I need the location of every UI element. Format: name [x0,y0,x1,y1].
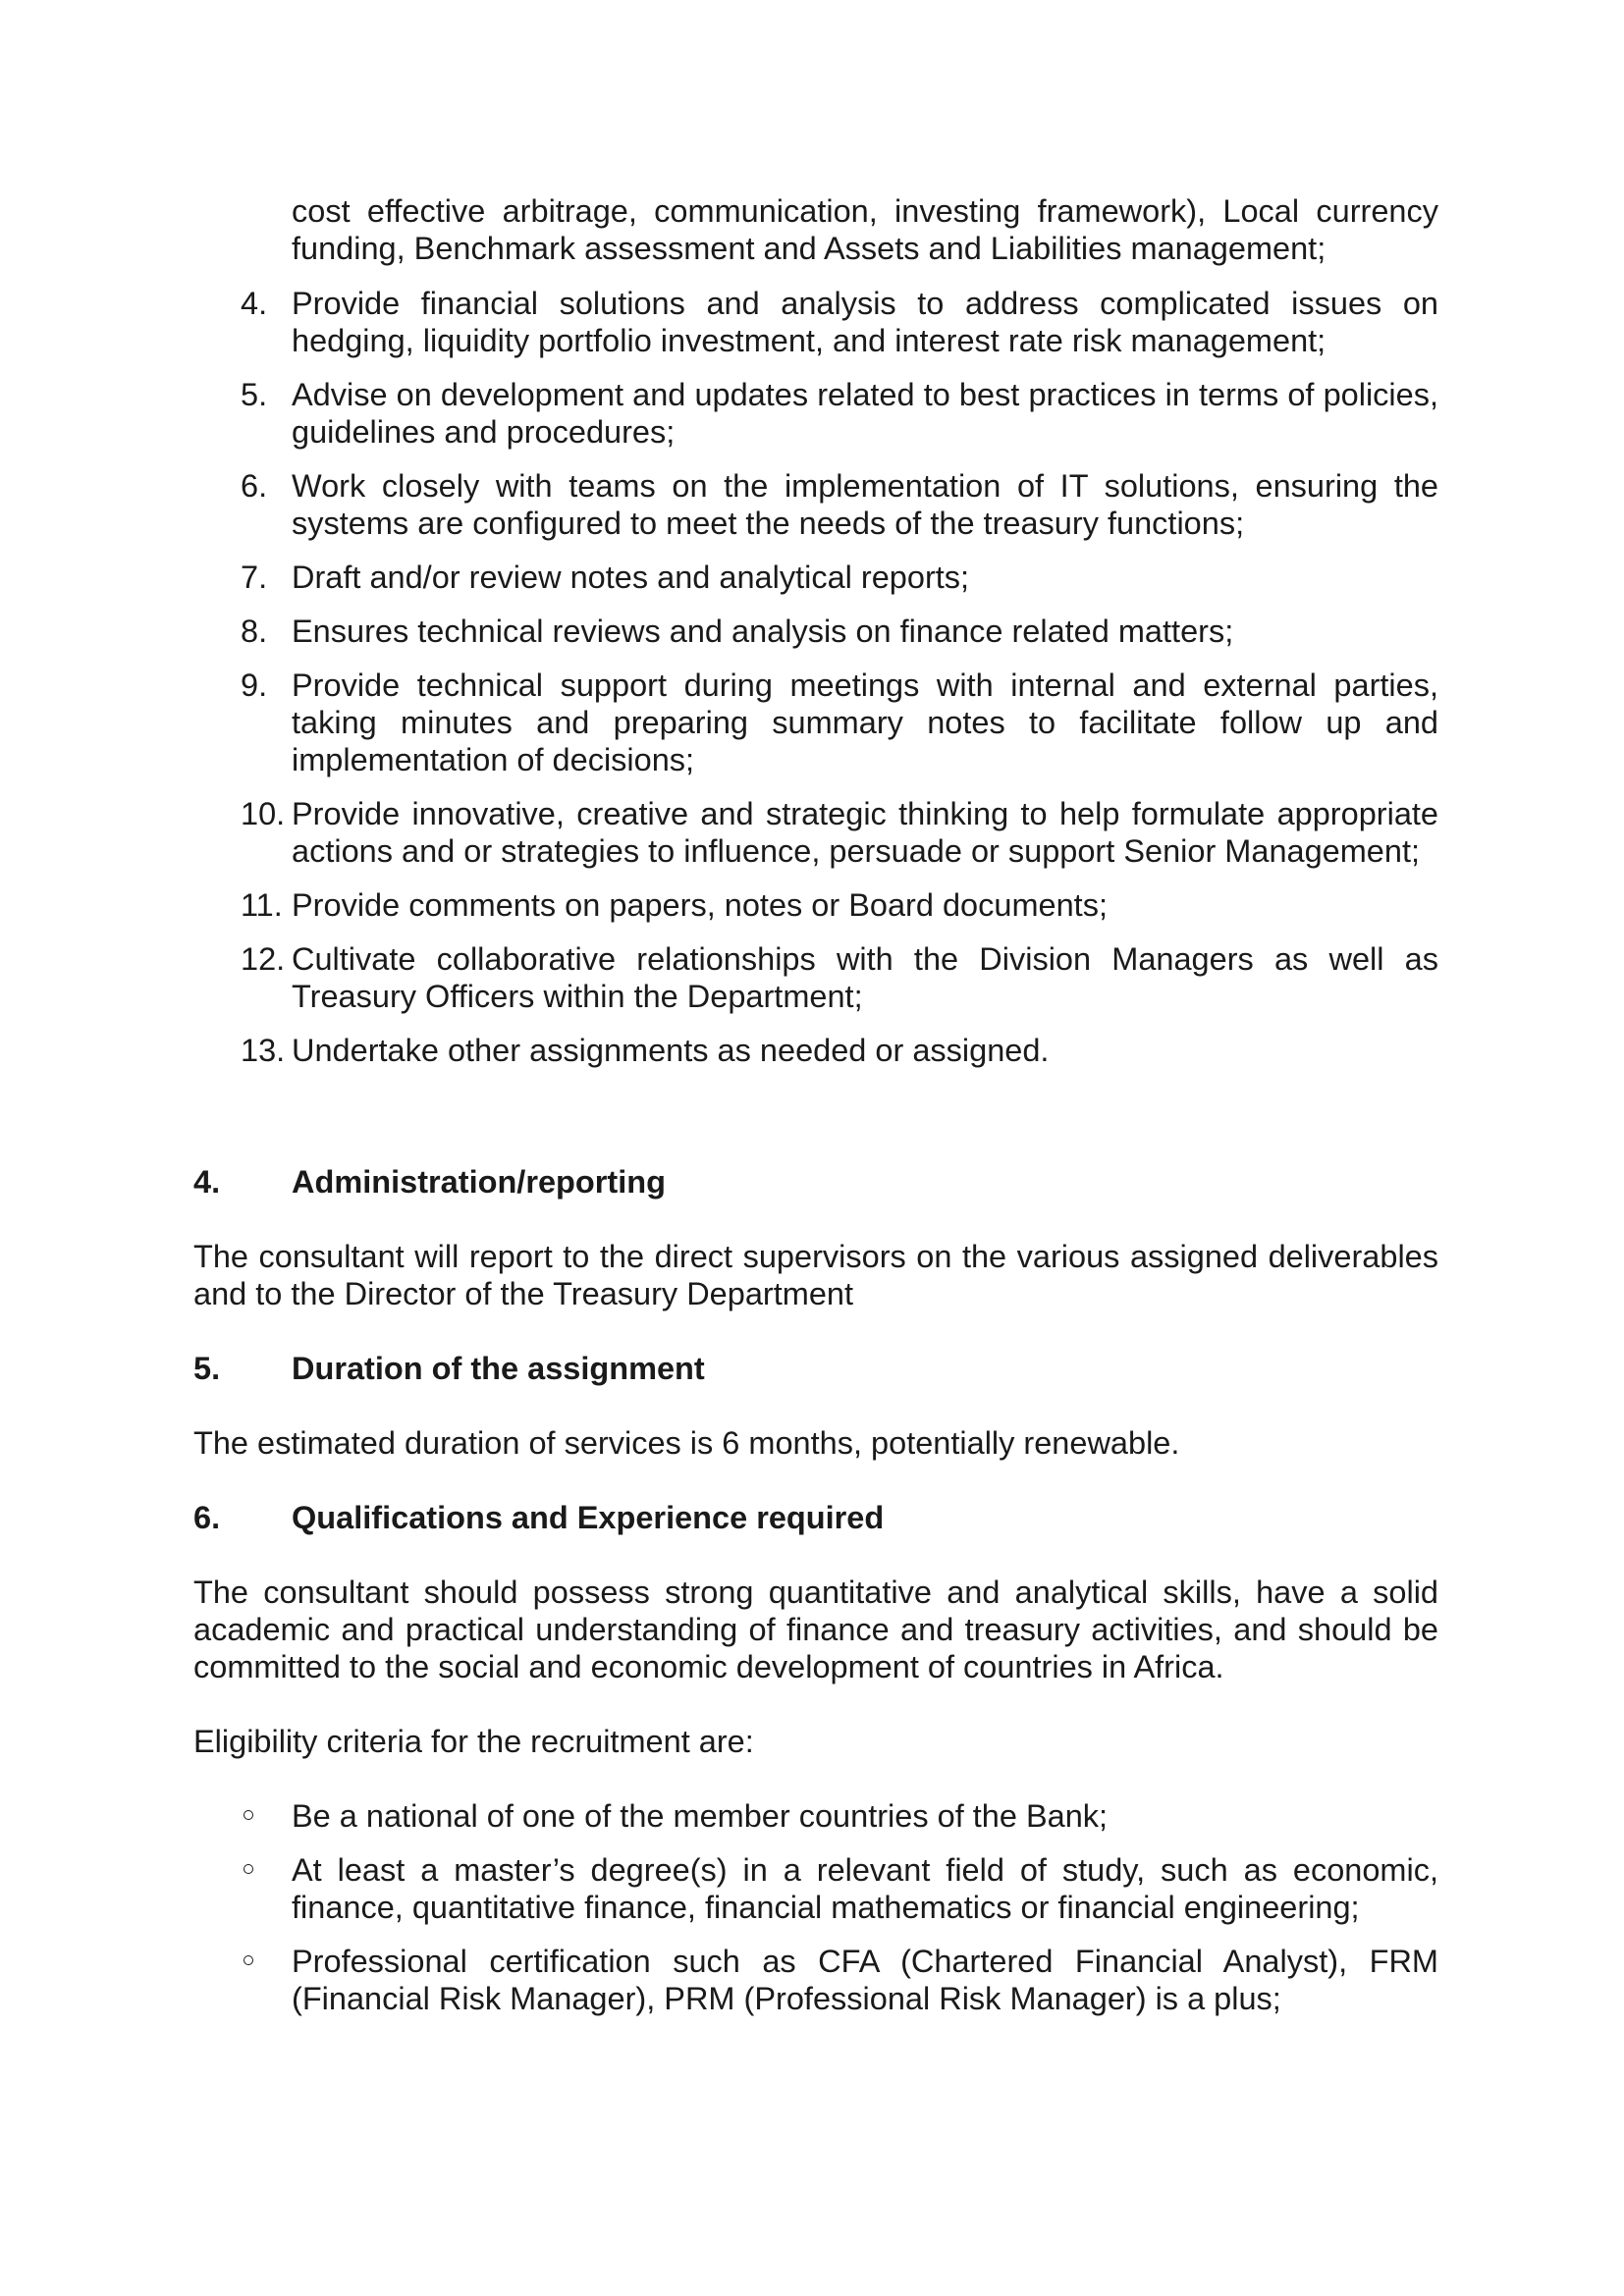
qualifications-paragraph: The consultant should possess strong quantitative and analytical skills, have a solid academic and practical understanding of finance and treasury activities, and should be committed to the social and economic development of countries in Africa. [193,1575,1438,1684]
list-item [193,285,1438,359]
list-item [193,613,1438,650]
duration-paragraph: The estimated duration of services is 6 months, potentially renewable. [193,1425,1180,1461]
list-item-text: Work closely with teams on the implementation of IT solutions, ensuring the systems are configured to meet the needs of the treasury functions; [292,468,1438,541]
section-number: 4. [193,1164,221,1200]
spacer [193,1086,1438,1163]
section-title: Duration of the assignment [292,1351,705,1386]
list-item [193,940,1438,1015]
section-heading-qualifications [193,1499,1438,1536]
list-item-number: 11. [241,887,283,923]
list-item-text: Provide technical support during meetings with internal and external parties, taking minutes and preparing summary notes to facilitate follow up and implementation of decisions; [292,667,1438,777]
list-item [193,795,1438,870]
list-item-number: 10. [241,796,286,831]
list-item-text: Undertake other assignments as needed or assigned. [292,1033,1050,1068]
admin-paragraph: The consultant will report to the direct supervisors on the various assigned deliverables and to the Director of the Treasury Department [193,1239,1438,1311]
section-heading-duration [193,1350,1438,1387]
list-item-text: Ensures technical reviews and analysis on finance related matters; [292,614,1234,649]
hollow-circle-bullet-icon [244,1955,253,1965]
list-item-text: Provide innovative, creative and strategic thinking to help formulate appropriate actions and or strategies to influence, persuade or support Senior Management; [292,796,1438,869]
section-title: Administration/reporting [292,1164,666,1200]
list-item [193,467,1438,542]
list-item-continuation: cost effective arbitrage, communication, investing framework), Local currency funding, Benchmark assessment and Assets and Liabilities management; [292,193,1438,266]
list-item-text: Provide financial solutions and analysis to address complicated issues on hedging, liquidity portfolio investment, and interest rate risk management; [292,286,1438,358]
list-item-text: Cultivate collaborative relationships with the Division Managers as well as Treasury Officers within the Department; [292,941,1438,1014]
list-item [193,376,1438,451]
list-item-text: Professional certification such as CFA (Chartered Financial Analyst), FRM (Financial Risk Manager), PRM (Professional Risk Manager) is a plus; [292,1944,1438,2016]
list-item-number: 8. [241,614,268,649]
list-item [193,559,1438,596]
list-item-number: 5. [241,377,268,412]
list-item-number: 4. [241,286,268,321]
list-item-text: Be a national of one of the member countries of the Bank; [292,1798,1109,1834]
section-title: Qualifications and Experience required [292,1500,885,1535]
list-item-text: Provide comments on papers, notes or Board documents; [292,887,1108,923]
section-number: 5. [193,1351,221,1386]
list-item-number: 9. [241,667,268,703]
list-item-number: 13. [241,1033,286,1068]
list-item [193,1851,1438,1926]
eligibility-criteria-list [193,1797,1438,2017]
responsibilities-list [193,285,1438,1069]
list-item-text: Draft and/or review notes and analytical reports; [292,560,970,595]
list-item [193,1032,1438,1069]
list-item [193,886,1438,924]
section-heading-admin [193,1163,1438,1201]
list-item-number: 6. [241,468,268,504]
list-item [193,1943,1438,2017]
hollow-circle-bullet-icon [244,1864,253,1874]
list-item-text: Advise on development and updates related to best practices in terms of policies, guidelines and procedures; [292,377,1438,450]
list-item [193,667,1438,778]
eligibility-intro: Eligibility criteria for the recruitment are: [193,1724,754,1759]
hollow-circle-bullet-icon [244,1810,253,1820]
section-number: 6. [193,1500,221,1535]
list-item [193,1797,1438,1835]
list-item-number: 7. [241,560,268,595]
list-item-text: At least a master’s degree(s) in a relevant field of study, such as economic, finance, quantitative finance, financial mathematics or financial engineering; [292,1852,1438,1925]
document-page [193,192,1438,2034]
list-item-number: 12. [241,941,286,977]
